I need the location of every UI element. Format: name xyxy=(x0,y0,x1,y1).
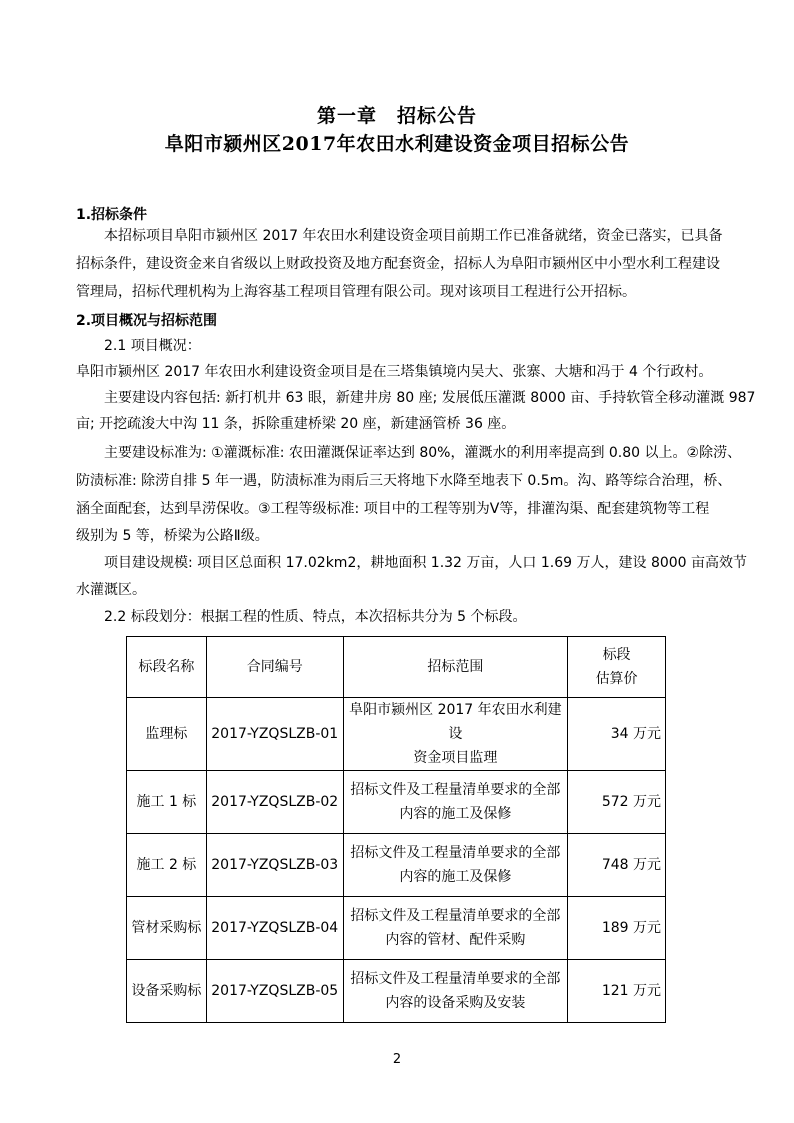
scope-line2: 内容的施工及保修 xyxy=(399,806,512,822)
cell-estimated-price: 748 万元 xyxy=(568,834,666,897)
section-heading-bidding-conditions: 1.招标条件 xyxy=(76,207,148,223)
table-row xyxy=(127,771,666,834)
table-row xyxy=(127,960,666,1023)
cell-section-name: 管材采购标 xyxy=(127,897,207,960)
cell-contract-number: 2017-YZQSLZB-04 xyxy=(206,897,343,960)
cell-estimated-price: 121 万元 xyxy=(568,960,666,1023)
table-row xyxy=(127,897,666,960)
paragraph-line: 水灌溉区。 xyxy=(76,582,146,598)
cell-estimated-price: 572 万元 xyxy=(568,771,666,834)
page-number: 2 xyxy=(392,1052,402,1067)
paragraph-line: 招标条件，建设资金来自省级以上财政投资及地方配套资金，招标人为阜阳市颍州区中小型水利工程建设 xyxy=(76,256,720,272)
paragraph-line: 项目建设规模: 项目区总面积 17.02km2，耕地面积 1.32 万亩，人口 1.69 万人，建设 8000 亩高效节 xyxy=(104,555,748,571)
paragraph-line: 涵全面配套，达到旱涝保收。③工程等级标准: 项目中的工程等别为Ⅴ等，排灌沟渠、配套建筑物等工程 xyxy=(76,501,710,517)
table-header-row xyxy=(127,637,666,698)
paragraph-line: 阜阳市颍州区 2017 年农田水利建设资金项目是在三塔集镇境内吴大、张寨、大塘和冯于 4 个行政村。 xyxy=(76,364,713,380)
paragraph-line: 级别为 5 等，桥梁为公路Ⅱ级。 xyxy=(76,528,269,544)
scope-line2: 内容的设备采购及安装 xyxy=(385,995,526,1011)
paragraph-line: 主要建设内容包括: 新打机井 63 眼，新建井房 80 座; 发展低压灌溉 8000 亩、手持软管全移动灌溉 987 xyxy=(104,390,756,406)
chapter-title: 第一章 招标公告 xyxy=(316,105,477,127)
scope-line1: 招标文件及工程量清单要求的全部 xyxy=(350,845,561,861)
cell-section-name: 监理标 xyxy=(127,698,207,771)
cell-section-name: 施工 2 标 xyxy=(127,834,207,897)
cell-contract-number: 2017-YZQSLZB-01 xyxy=(206,698,343,771)
header-section-name: 标段名称 xyxy=(127,637,207,698)
table-row xyxy=(127,698,666,771)
scope-line1: 招标文件及工程量清单要求的全部 xyxy=(350,908,561,924)
paragraph-line: 2.2 标段划分：根据工程的性质、特点，本次招标共分为 5 个标段。 xyxy=(104,609,527,625)
header-contract-number: 合同编号 xyxy=(206,637,343,698)
cell-bidding-scope xyxy=(343,897,567,960)
cell-bidding-scope xyxy=(343,771,567,834)
cell-bidding-scope xyxy=(343,834,567,897)
table-row xyxy=(127,834,666,897)
cell-contract-number: 2017-YZQSLZB-02 xyxy=(206,771,343,834)
cell-bidding-scope xyxy=(343,960,567,1023)
bid-sections-table xyxy=(126,636,666,1023)
paragraph-line: 管理局，招标代理机构为上海容基工程项目管理有限公司。现对该项目工程进行公开招标。 xyxy=(76,284,636,300)
scope-line1: 招标文件及工程量清单要求的全部 xyxy=(350,971,561,987)
scope-line1: 阜阳市颍州区 2017 年农田水利建设 xyxy=(349,702,562,742)
paragraph-line: 主要建设标准为: ①灌溉标准: 农田灌溉保证率达到 80%，灌溉水的利用率提高到 0.80 以上。②除涝、 xyxy=(104,445,742,461)
cell-estimated-price: 189 万元 xyxy=(568,897,666,960)
cell-estimated-price: 34 万元 xyxy=(568,698,666,771)
paragraph-line: 2.1 项目概况： xyxy=(104,338,201,354)
header-bidding-scope: 招标范围 xyxy=(343,637,567,698)
section-heading-project-overview: 2.项目概况与招标范围 xyxy=(76,313,218,329)
cell-section-name: 施工 1 标 xyxy=(127,771,207,834)
scope-line1: 招标文件及工程量清单要求的全部 xyxy=(350,782,561,798)
notice-title: 阜阳市颍州区2017年农田水利建设资金项目招标公告 xyxy=(164,133,630,155)
scope-line2: 内容的施工及保修 xyxy=(399,869,512,885)
cell-bidding-scope xyxy=(343,698,567,771)
cell-contract-number: 2017-YZQSLZB-05 xyxy=(206,960,343,1023)
paragraph-line: 亩; 开挖疏浚大中沟 11 条，拆除重建桥梁 20 座，新建涵管桥 36 座。 xyxy=(76,416,516,432)
scope-line2: 内容的管材、配件采购 xyxy=(385,932,526,948)
header-price-line1: 标段 xyxy=(602,647,631,663)
paragraph-line: 本招标项目阜阳市颍州区 2017 年农田水利建设资金项目前期工作已准备就绪，资金已落实，已具备 xyxy=(104,228,723,244)
cell-section-name: 设备采购标 xyxy=(127,960,207,1023)
header-price-line2: 估算价 xyxy=(595,671,638,687)
cell-contract-number: 2017-YZQSLZB-03 xyxy=(206,834,343,897)
header-estimated-price xyxy=(568,637,666,698)
paragraph-line: 防渍标准: 除涝自排 5 年一遇，防渍标准为雨后三天将地下水降至地表下 0.5m。沟、路等综合治理，桥、 xyxy=(76,473,732,489)
scope-line2: 资金项目监理 xyxy=(413,750,498,766)
